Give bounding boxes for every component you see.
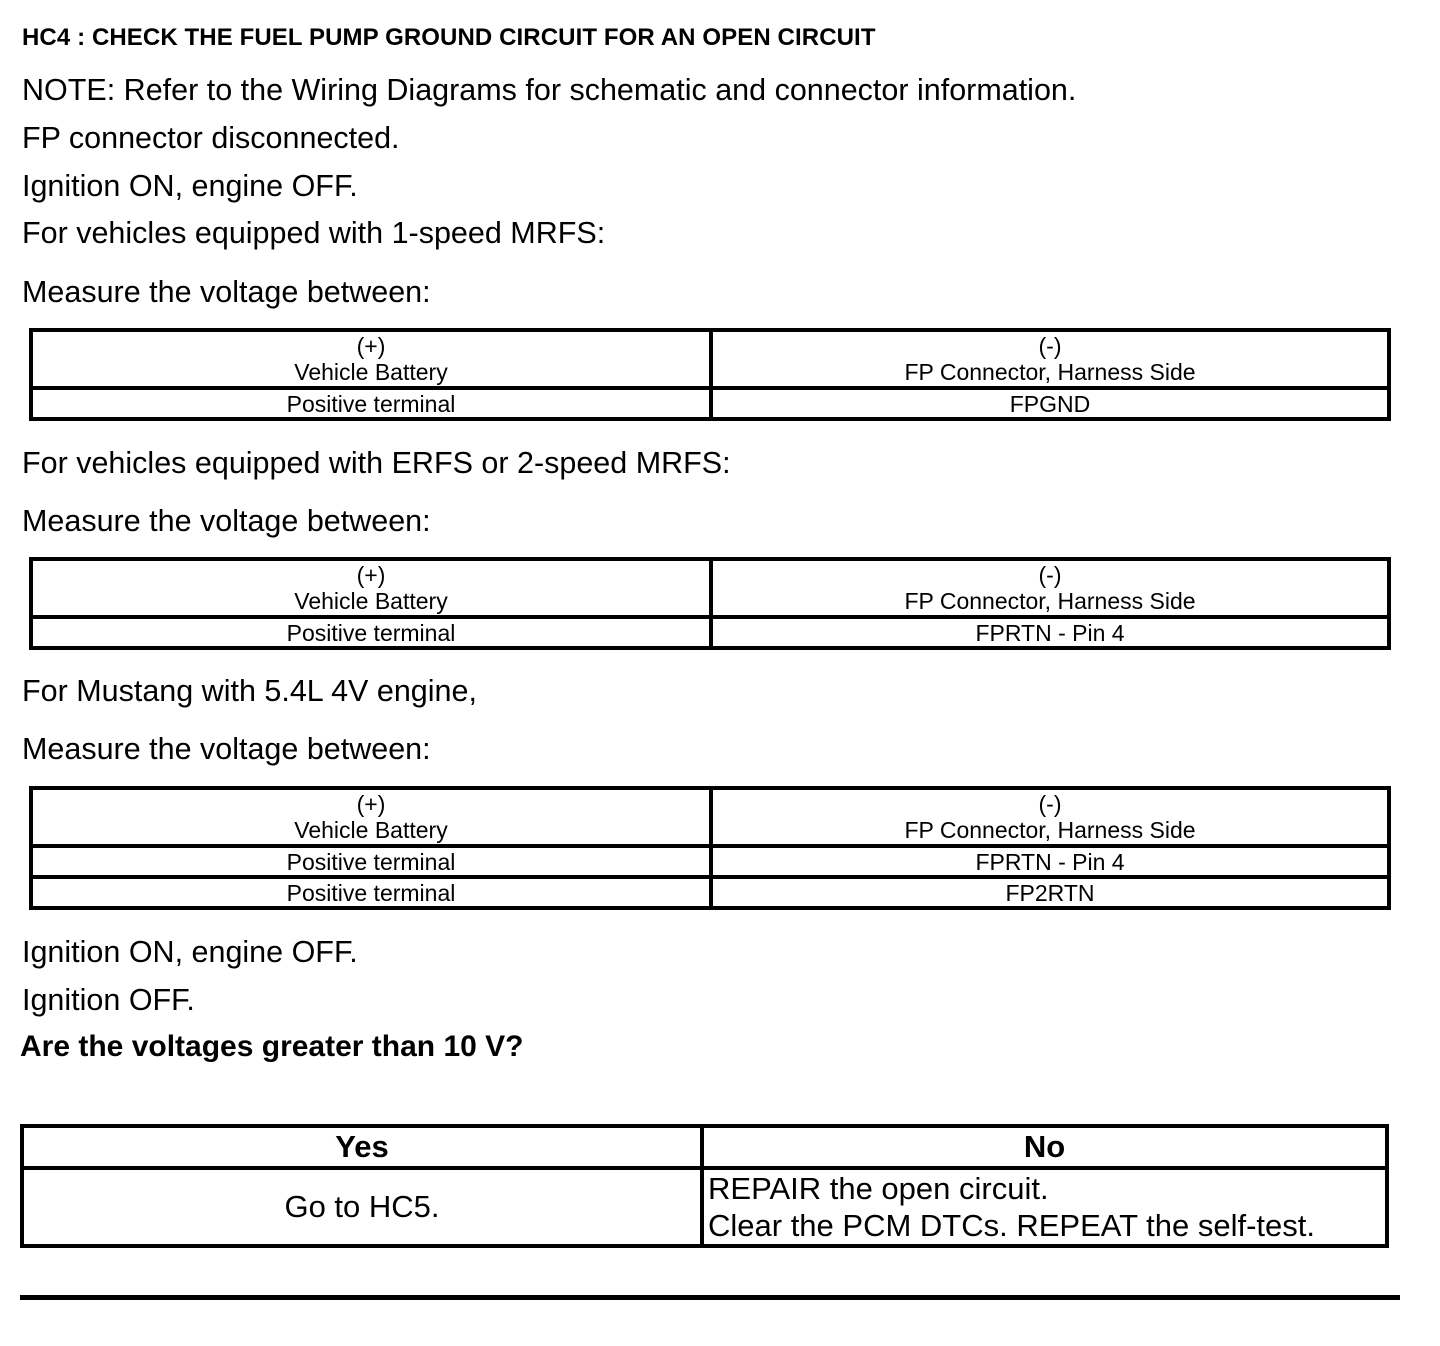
positive-sign: (+) — [356, 333, 386, 359]
header-positive — [31, 559, 711, 617]
positive-cell: Positive terminal — [31, 877, 711, 908]
positive-cell: Positive terminal — [31, 388, 711, 419]
negative-cell: FPRTN - Pin 4 — [711, 846, 1389, 877]
negative-sign: (-) — [1038, 333, 1062, 359]
no-header: No — [702, 1126, 1387, 1168]
table-row — [31, 388, 1389, 419]
header-positive — [31, 330, 711, 388]
table-header-row — [31, 559, 1389, 617]
note-text: NOTE: Refer to the Wiring Diagrams for schematic and connector information. — [22, 73, 1077, 107]
no-action-line-2: Clear the PCM DTCs. REPEAT the self-test. — [708, 1208, 1315, 1243]
positive-label: Vehicle Battery — [294, 588, 448, 614]
procedure-title: HC4 : CHECK THE FUEL PUMP GROUND CIRCUIT FOR AN OPEN CIRCUIT — [22, 24, 876, 51]
yes-action: Go to HC5. — [22, 1168, 702, 1246]
step-ignition-on-2: Ignition ON, engine OFF. — [22, 935, 358, 969]
negative-label: FP Connector, Harness Side — [904, 588, 1196, 614]
table-row — [31, 877, 1389, 908]
positive-label: Vehicle Battery — [294, 817, 448, 843]
measurement-table-2 — [29, 557, 1391, 650]
section2-heading: For vehicles equipped with ERFS or 2-speed MRFS: — [22, 446, 731, 480]
section1-measure: Measure the voltage between: — [22, 275, 431, 309]
negative-sign: (-) — [1038, 791, 1062, 817]
step-ignition-on: Ignition ON, engine OFF. — [22, 169, 358, 203]
negative-sign: (-) — [1038, 562, 1062, 588]
no-action — [702, 1168, 1387, 1246]
answer-row — [22, 1168, 1387, 1246]
negative-label: FP Connector, Harness Side — [904, 817, 1196, 843]
positive-sign: (+) — [356, 562, 386, 588]
bottom-divider — [20, 1295, 1400, 1300]
section3-heading: For Mustang with 5.4L 4V engine, — [22, 674, 477, 708]
question-text: Are the voltages greater than 10 V? — [20, 1030, 524, 1063]
negative-label: FP Connector, Harness Side — [904, 359, 1196, 385]
positive-label: Vehicle Battery — [294, 359, 448, 385]
measurement-table-3 — [29, 786, 1391, 910]
negative-cell: FPGND — [711, 388, 1389, 419]
table-row — [31, 617, 1389, 648]
section2-measure: Measure the voltage between: — [22, 504, 431, 538]
answer-header-row — [22, 1126, 1387, 1168]
header-negative — [711, 559, 1389, 617]
no-action-line-1: REPAIR the open circuit. — [708, 1171, 1049, 1206]
table-header-row — [31, 330, 1389, 388]
answer-table — [20, 1124, 1389, 1248]
section1-heading: For vehicles equipped with 1-speed MRFS: — [22, 216, 606, 250]
header-negative — [711, 788, 1389, 846]
positive-cell: Positive terminal — [31, 846, 711, 877]
step-fp-disconnected: FP connector disconnected. — [22, 121, 400, 155]
yes-header: Yes — [22, 1126, 702, 1168]
table-row — [31, 846, 1389, 877]
header-negative — [711, 330, 1389, 388]
table-header-row — [31, 788, 1389, 846]
positive-sign: (+) — [356, 791, 386, 817]
negative-cell: FP2RTN — [711, 877, 1389, 908]
positive-cell: Positive terminal — [31, 617, 711, 648]
header-positive — [31, 788, 711, 846]
negative-cell: FPRTN - Pin 4 — [711, 617, 1389, 648]
measurement-table-1 — [29, 328, 1391, 421]
section3-measure: Measure the voltage between: — [22, 732, 431, 766]
step-ignition-off: Ignition OFF. — [22, 983, 195, 1017]
